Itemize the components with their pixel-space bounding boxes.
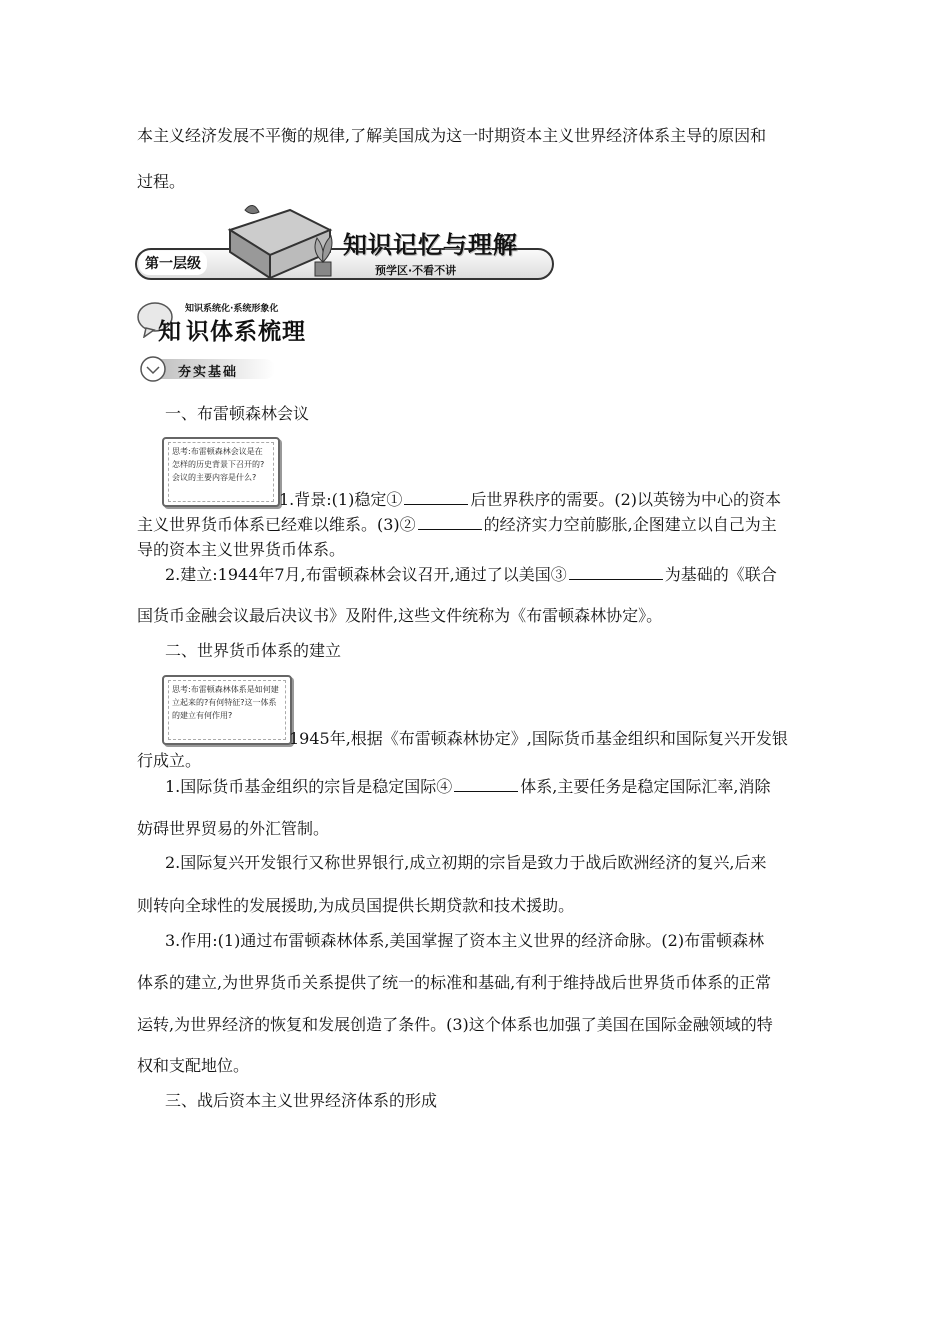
level-label: 第一层级 xyxy=(139,251,207,275)
blank-1[interactable] xyxy=(404,490,468,505)
s1-p2-b: 为基础的《联合 xyxy=(664,565,777,584)
s2-p2-line2: 则转向全球性的发展援助,为成员国提供长期贷款和技术援助。 xyxy=(137,896,575,915)
s2-p1-line2: 妨碍世界贸易的外汇管制。 xyxy=(137,819,330,838)
s2-p2-line1: 2.国际复兴开发银行又称世界银行,成立初期的宗旨是致力于战后欧洲经济的复兴,后来 xyxy=(165,853,767,872)
s1-p1-a: 1.背景:(1)稳定① xyxy=(279,490,403,509)
s2-p3-line4: 权和支配地位。 xyxy=(137,1056,250,1075)
section2-heading: 二、世界货币体系的建立 xyxy=(165,641,342,660)
intro-line-2: 过程。 xyxy=(137,172,186,191)
s2-p1-line1 xyxy=(165,777,770,797)
s1-p2-line1 xyxy=(165,565,777,585)
section3-heading: 三、战后资本主义世界经济体系的形成 xyxy=(165,1091,438,1110)
banner-title: 知识记忆与理解 xyxy=(343,231,518,259)
s2-p3-line1: 3.作用:(1)通过布雷顿森林体系,美国掌握了资本主义世界的经济命脉。(2)布雷顿森林 xyxy=(165,931,765,950)
section1-heading: 一、布雷顿森林会议 xyxy=(165,404,310,423)
s1-p1-line3: 导的资本主义世界货币体系。 xyxy=(137,540,346,559)
s1-p1-line2-a: 主义世界货币体系已经难以维系。(3)② xyxy=(137,515,416,534)
blank-4[interactable] xyxy=(454,777,518,792)
s1-p1-line2 xyxy=(137,515,777,535)
plant-icon xyxy=(303,228,343,278)
s2-p3-line2: 体系的建立,为世界货币关系提供了统一的标准和基础,有利于维持战后世界货币体系的正常 xyxy=(137,973,772,992)
s2-p3-line3: 运转,为世界经济的恢复和发展创造了条件。(3)这个体系也加强了美国在国际金融领域的特 xyxy=(137,1015,773,1034)
s2-p0-line2: 行成立。 xyxy=(137,751,202,770)
s2-p0-line1: 1945年,根据《布雷顿森林协定》,国际货币基金组织和国际复兴开发银 xyxy=(289,729,788,748)
s1-p2-a: 2.建立:1944年7月,布雷顿森林会议召开,通过了以美国③ xyxy=(165,565,567,584)
think-box-1 xyxy=(162,437,280,507)
s2-p1-b: 体系,主要任务是稳定国际汇率,消除 xyxy=(520,777,771,796)
knowledge-title: 识体系梳理 xyxy=(186,319,306,345)
knowledge-bubble-char: 知 xyxy=(158,319,181,345)
level-banner xyxy=(135,200,555,285)
blank-2[interactable] xyxy=(418,515,482,530)
s1-p1-b: 后世界秩序的需要。(2)以英镑为中心的资本 xyxy=(470,490,781,509)
s2-p1-a: 1.国际货币基金组织的宗旨是稳定国际④ xyxy=(165,777,453,796)
banner-subtitle: 预学区·不看不讲 xyxy=(375,264,457,277)
s1-p1-line2-b: 的经济实力空前膨胀,企图建立以自己为主 xyxy=(483,515,777,534)
s1-p2-line2: 国货币金融会议最后决议书》及附件,这些文件统称为《布雷顿森林协定》。 xyxy=(137,606,663,625)
blank-3[interactable] xyxy=(569,565,663,580)
think-box-2 xyxy=(162,675,292,745)
think-box-2-text: 思考:布雷顿森林体系是如何建立起来的?有何特征?这一体系的建立有何作用? xyxy=(168,680,286,740)
s1-p1-line1 xyxy=(279,490,781,510)
think-box-1-text: 思考:布雷顿森林会议是在怎样的历史背景下召开的?会议的主要内容是什么? xyxy=(168,442,274,502)
intro-line-1: 本主义经济发展不平衡的规律,了解美国成为这一时期资本主义世界经济体系主导的原因和 xyxy=(137,126,767,145)
knowledge-tagline: 知识系统化·系统形象化 xyxy=(185,304,279,314)
foundation-label: 夯实基础 xyxy=(178,365,239,380)
